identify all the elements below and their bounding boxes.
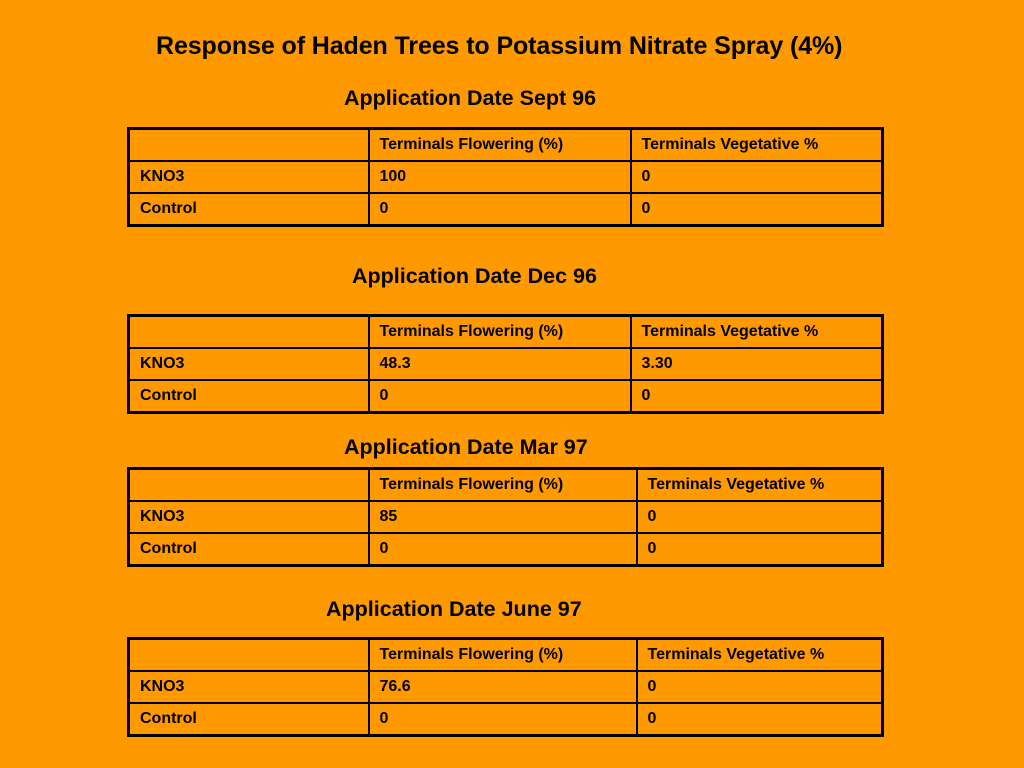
cell-vegetative: 0 <box>631 193 883 226</box>
table-row <box>129 161 883 193</box>
cell-flowering: 0 <box>369 380 631 413</box>
table-row <box>129 703 883 736</box>
cell-flowering: 0 <box>369 193 631 226</box>
table-header-row <box>129 316 883 349</box>
cell-vegetative: 0 <box>631 380 883 413</box>
section-heading-sept-96: Application Date Sept 96 <box>344 86 597 110</box>
cell-vegetative: 0 <box>637 703 883 736</box>
header-cell-vegetative: Terminals Vegetative % <box>637 639 883 672</box>
header-cell-flowering: Terminals Flowering (%) <box>369 316 631 349</box>
cell-flowering: 0 <box>369 533 637 566</box>
section-heading-mar-97: Application Date Mar 97 <box>344 435 588 459</box>
header-cell-vegetative: Terminals Vegetative % <box>631 316 883 349</box>
table-row <box>129 193 883 226</box>
cell-treatment: KNO3 <box>129 501 369 533</box>
header-cell-blank <box>129 469 369 502</box>
cell-treatment: KNO3 <box>129 671 369 703</box>
data-table-dec-96 <box>127 314 884 414</box>
table-row <box>129 671 883 703</box>
table-header-row <box>129 639 883 672</box>
header-cell-blank <box>129 129 369 162</box>
cell-flowering: 0 <box>369 703 637 736</box>
cell-treatment: KNO3 <box>129 348 369 380</box>
table-row <box>129 348 883 380</box>
data-table-june-97 <box>127 637 884 737</box>
cell-treatment: Control <box>129 533 369 566</box>
table-header-row <box>129 469 883 502</box>
table-row <box>129 501 883 533</box>
table-header-row <box>129 129 883 162</box>
section-heading-june-97: Application Date June 97 <box>326 597 582 621</box>
header-cell-flowering: Terminals Flowering (%) <box>369 469 637 502</box>
data-table-mar-97 <box>127 467 884 567</box>
cell-vegetative: 0 <box>631 161 883 193</box>
cell-treatment: KNO3 <box>129 161 369 193</box>
table-row <box>129 380 883 413</box>
cell-vegetative: 0 <box>637 501 883 533</box>
header-cell-flowering: Terminals Flowering (%) <box>369 639 637 672</box>
cell-vegetative: 3.30 <box>631 348 883 380</box>
section-heading-dec-96: Application Date Dec 96 <box>352 264 597 288</box>
header-cell-vegetative: Terminals Vegetative % <box>631 129 883 162</box>
data-table-sept-96 <box>127 127 884 227</box>
header-cell-blank <box>129 639 369 672</box>
header-cell-vegetative: Terminals Vegetative % <box>637 469 883 502</box>
cell-flowering: 85 <box>369 501 637 533</box>
cell-treatment: Control <box>129 193 369 226</box>
cell-vegetative: 0 <box>637 671 883 703</box>
header-cell-blank <box>129 316 369 349</box>
page-title: Response of Haden Trees to Potassium Nitrate Spray (4%) <box>156 32 843 60</box>
cell-flowering: 76.6 <box>369 671 637 703</box>
cell-flowering: 100 <box>369 161 631 193</box>
cell-treatment: Control <box>129 380 369 413</box>
header-cell-flowering: Terminals Flowering (%) <box>369 129 631 162</box>
cell-flowering: 48.3 <box>369 348 631 380</box>
table-row <box>129 533 883 566</box>
cell-vegetative: 0 <box>637 533 883 566</box>
cell-treatment: Control <box>129 703 369 736</box>
